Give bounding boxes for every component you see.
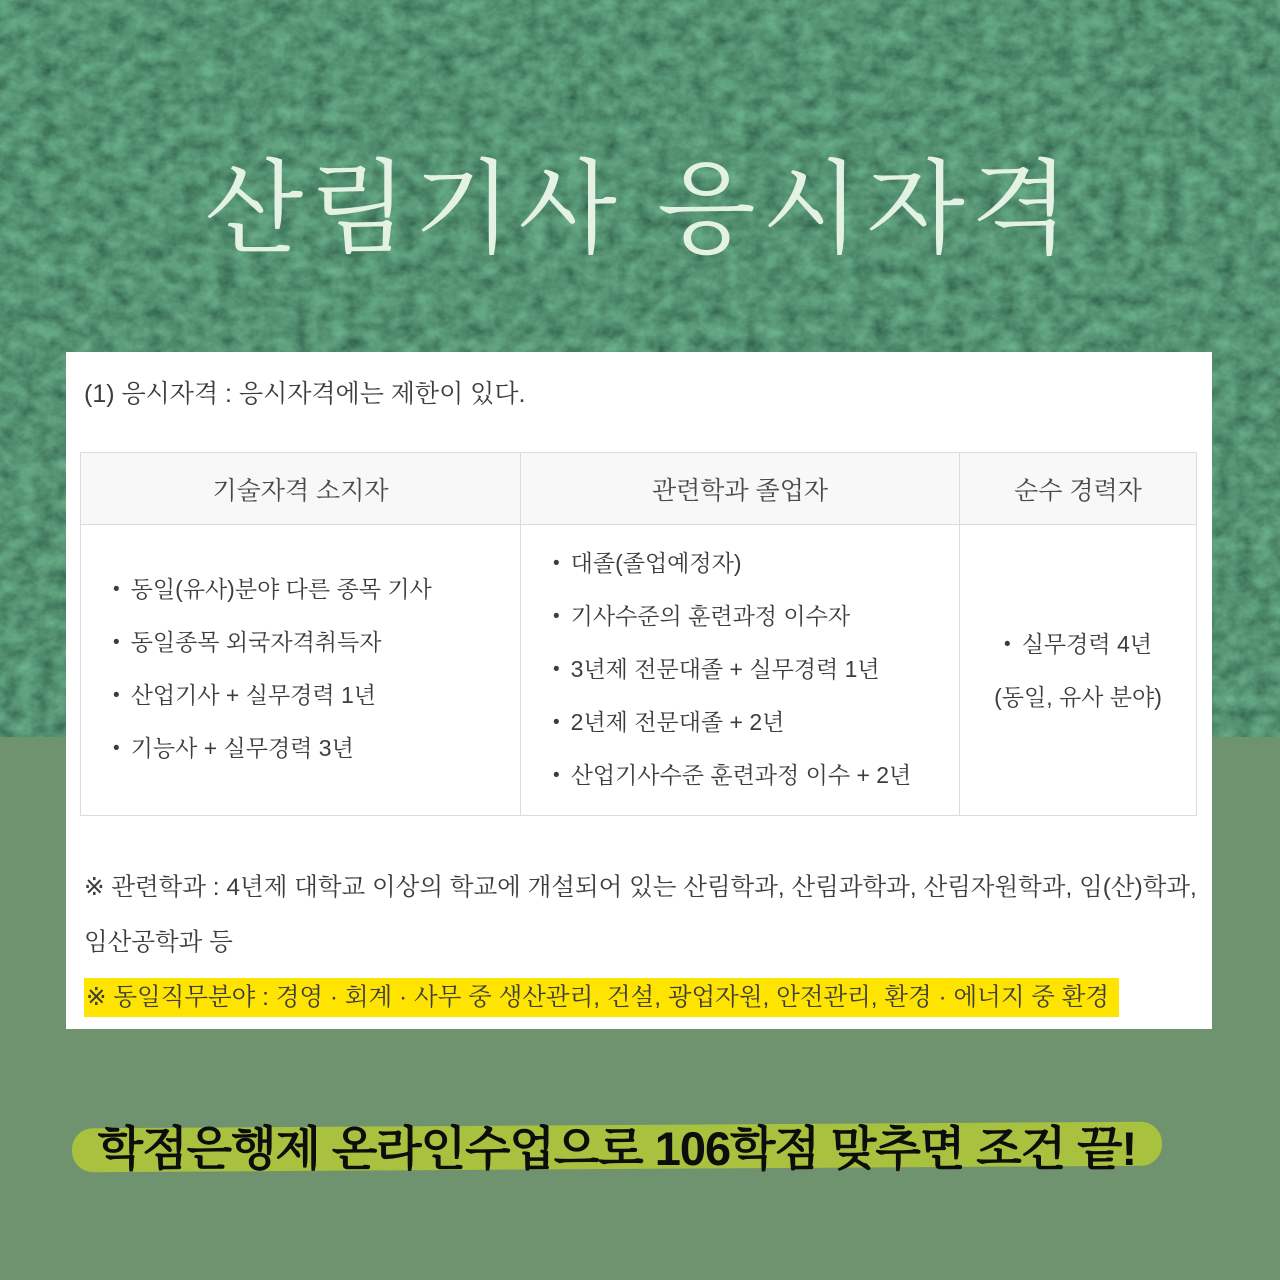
table-column-2 xyxy=(959,453,1196,815)
page-title: 산림기사 응시자격 xyxy=(204,152,1076,266)
note-text: ※ 관련학과 : 4년제 대학교 이상의 학교에 개설되어 있는 산림학과, 산림과학과, 산림자원학과, 임(산)학과, 임산공학과 등 xyxy=(84,874,1197,956)
bullet-item: • 3년제 전문대졸 + 실무경력 1년 xyxy=(553,644,959,697)
bullet-item: • 대졸(졸업예정자) xyxy=(553,538,959,591)
column-header: 관련학과 졸업자 xyxy=(521,453,959,525)
bullet-item: • 동일(유사)분야 다른 종목 기사 xyxy=(113,564,520,617)
bullet-item: • 실무경력 4년 xyxy=(1004,619,1152,672)
highlight-marker: ※ 동일직무분야 : 경영 · 회계 · 사무 중 생산관리, 건설, 광업자원, 안전관리, 환경 · 에너지 중 환경 xyxy=(84,978,1119,1017)
eligibility-table xyxy=(80,452,1197,816)
banner-text: 학점은행제 온라인수업으로 106학점 맞추면 조건 끝! xyxy=(97,1122,1137,1175)
bullet-item: • 2년제 전문대졸 + 2년 xyxy=(553,697,959,750)
bullet-item: • 산업기사 + 실무경력 1년 xyxy=(113,670,520,723)
bottom-banner xyxy=(72,1108,1162,1184)
table-column-1 xyxy=(520,453,959,815)
notes-section xyxy=(84,860,1199,1025)
bullet-item: • 동일종목 외국자격취득자 xyxy=(113,617,520,670)
bullet-item: • 기능사 + 실무경력 3년 xyxy=(113,723,520,776)
column-header: 순수 경력자 xyxy=(960,453,1196,525)
eligibility-card xyxy=(66,352,1212,1029)
column-body xyxy=(81,525,520,815)
table-column-0 xyxy=(81,453,520,815)
column-body xyxy=(521,525,959,815)
bullet-item: • 산업기사수준 훈련과정 이수 + 2년 xyxy=(553,750,959,803)
bullet-item: • 기사수준의 훈련과정 이수자 xyxy=(553,591,959,644)
column-subnote: (동일, 유사 분야) xyxy=(994,683,1162,710)
note-highlighted xyxy=(84,970,1199,1025)
intro-text: (1) 응시자격 : 응시자격에는 제한이 있다. xyxy=(84,380,526,408)
column-body xyxy=(960,525,1196,815)
column-header: 기술자격 소지자 xyxy=(81,453,520,525)
